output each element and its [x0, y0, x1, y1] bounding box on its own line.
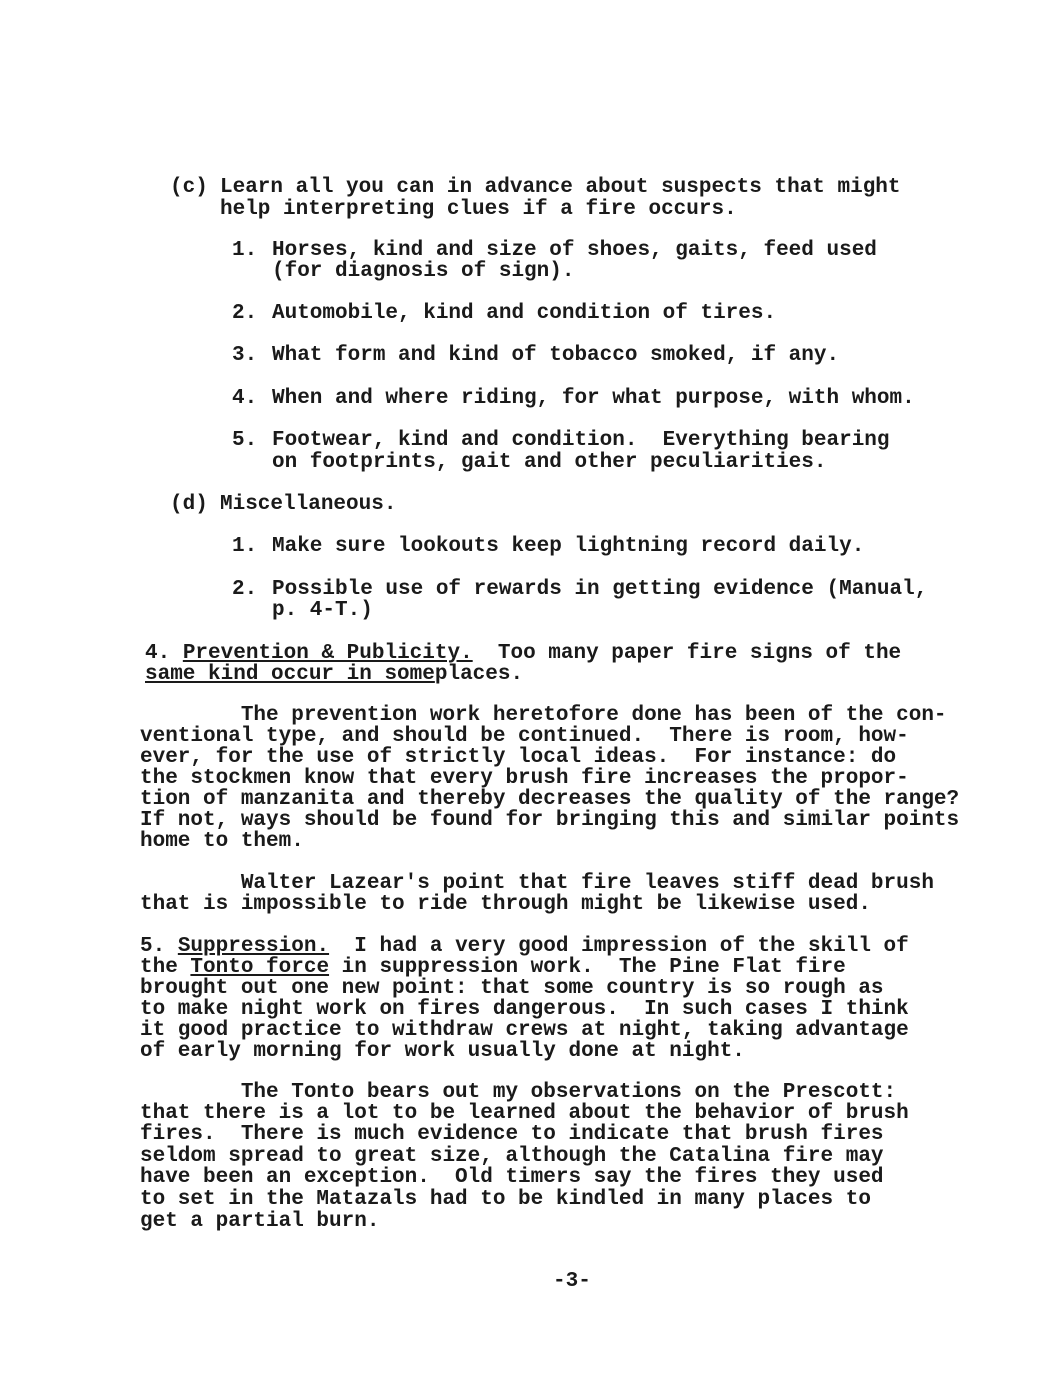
item-c2-line-1: Automobile, kind and condition of tires. — [272, 302, 777, 325]
item-c2-number: 2. — [232, 302, 258, 325]
tonto-paragraph-line-3: fires. There is much evidence to indicate that brush fires — [140, 1123, 884, 1146]
section-5-heading-line — [140, 936, 909, 958]
item-c1-line-1: Horses, kind and size of shoes, gaits, feed used — [272, 239, 877, 262]
section-c-line-2: help interpreting clues if a fire occurs. — [220, 198, 737, 221]
tonto-paragraph-line-4: seldom spread to great size, although the Catalina fire may — [140, 1145, 884, 1168]
item-d1-line-1: Make sure lookouts keep lightning record daily. — [272, 535, 865, 558]
item-d2-number: 2. — [232, 578, 258, 601]
section-4-number: 4. — [145, 642, 171, 665]
lazear-paragraph-line-2: that is impossible to ride through might be likewise used. — [140, 893, 871, 916]
prevention-paragraph-line-3: ever, for the use of strictly local ideas. For instance: do — [140, 746, 897, 769]
item-d1-number: 1. — [232, 535, 258, 558]
item-c3-number: 3. — [232, 344, 258, 367]
section-4-line-1-rest: Too many paper fire signs of the — [472, 642, 902, 665]
prevention-paragraph-line-1: The prevention work heretofore done has been of the con- — [140, 704, 947, 727]
tonto-paragraph-line-6: to set in the Matazals had to be kindled in many places to — [140, 1188, 871, 1211]
tonto-paragraph-line-7: get a partial burn. — [140, 1210, 380, 1233]
section-5-line-2-pre: the — [140, 956, 191, 979]
section-4-line-2 — [145, 664, 523, 686]
section-c-label: (c) — [170, 176, 208, 199]
prevention-paragraph-line-2: ventional type, and should be continued. There is room, how- — [140, 725, 909, 748]
section-d-label: (d) — [170, 493, 208, 516]
item-c4-number: 4. — [232, 387, 258, 410]
page-number: -3- — [553, 1270, 591, 1293]
suppression-paragraph-line-4: to make night work on fires dangerous. In such cases I think — [140, 998, 909, 1021]
item-c5-line-1: Footwear, kind and condition. Everything bearing — [272, 429, 890, 452]
tonto-paragraph-line-1: The Tonto bears out my observations on the Prescott: — [140, 1081, 897, 1104]
item-c3-line-1: What form and kind of tobacco smoked, if any. — [272, 344, 840, 367]
lazear-paragraph-line-1: Walter Lazear's point that fire leaves stiff dead brush — [140, 872, 934, 895]
item-c1-number: 1. — [232, 239, 258, 262]
section-4-heading-line — [145, 643, 901, 665]
item-c1-line-2: (for diagnosis of sign). — [272, 260, 575, 283]
tonto-paragraph-line-5: have been an exception. Old timers say the fires they used — [140, 1166, 884, 1189]
section-5-line-2 — [140, 957, 846, 979]
item-c5-line-2: on footprints, gait and other peculiarities. — [272, 451, 827, 474]
prevention-paragraph-line-6: If not, ways should be found for bringing this and similar points — [140, 809, 960, 832]
section-5-heading: Suppression. — [177, 935, 330, 958]
item-c4-line-1: When and where riding, for what purpose, with whom. — [272, 387, 915, 410]
prevention-paragraph-line-5: tion of manzanita and thereby decreases the quality of the range? — [140, 788, 960, 811]
section-4-underlined-phrase: same kind occur in some — [145, 663, 435, 686]
item-d2-line-1: Possible use of rewards in getting evidence (Manual, — [272, 578, 928, 601]
section-5-line-2-rest: in suppression work. The Pine Flat fire — [329, 956, 846, 979]
prevention-paragraph-line-4: the stockmen know that every brush fire increases the propor- — [140, 767, 909, 790]
section-c-line-1: Learn all you can in advance about suspects that might — [220, 176, 901, 199]
section-4-line-2-rest: places. — [434, 663, 524, 686]
section-5-number: 5. — [140, 935, 166, 958]
item-d2-line-2: p. 4-T.) — [272, 599, 373, 622]
section-5-underlined-phrase: Tonto force — [190, 956, 330, 979]
tonto-paragraph-line-2: that there is a lot to be learned about the behavior of brush — [140, 1102, 909, 1125]
item-c5-number: 5. — [232, 429, 258, 452]
suppression-paragraph-line-6: of early morning for work usually done at night. — [140, 1040, 745, 1063]
suppression-paragraph-line-3: brought out one new point: that some country is so rough as — [140, 977, 884, 1000]
suppression-paragraph-line-5: it good practice to withdraw crews at night, taking advantage — [140, 1019, 909, 1042]
section-4-heading: Prevention & Publicity. — [182, 642, 473, 665]
prevention-paragraph-line-7: home to them. — [140, 830, 304, 853]
section-5-line-1-rest: I had a very good impression of the skill of — [329, 935, 909, 958]
section-d-title: Miscellaneous. — [220, 493, 397, 516]
